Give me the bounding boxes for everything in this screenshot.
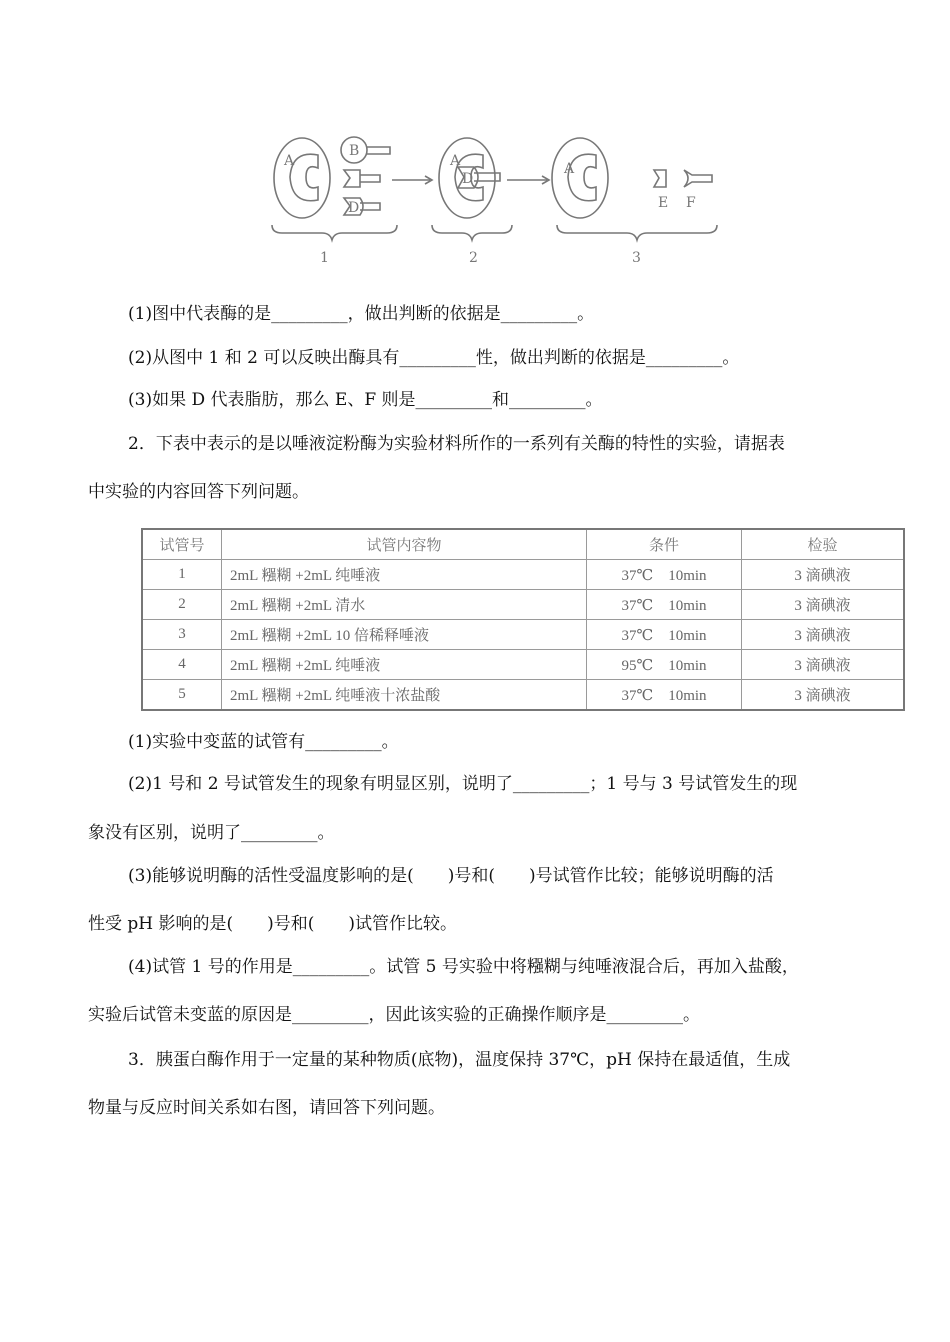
- cell-condition: 95℃ 10min: [587, 650, 742, 680]
- brace-3: [557, 225, 717, 240]
- table-row: [142, 560, 904, 590]
- cell-test: 3 滴碘液: [742, 650, 905, 680]
- cell-tube: 3: [142, 620, 222, 650]
- cell-test: 3 滴碘液: [742, 620, 905, 650]
- enzyme-diagram: [262, 125, 732, 275]
- cell-tube: 1: [142, 560, 222, 590]
- q2-intro-line2: 中实验的内容回答下列问题。: [88, 482, 309, 502]
- label-d-1: D: [348, 200, 360, 216]
- cell-tube: 5: [142, 680, 222, 711]
- label-d-2: D: [462, 171, 474, 187]
- product-f-shape: [684, 170, 712, 187]
- q3-line2: 物量与反应时间关系如右图，请回答下列问题。: [88, 1098, 445, 1118]
- enzyme-a-shape-3: [552, 138, 608, 218]
- header-conditions: 条件: [587, 529, 742, 560]
- cell-contents: 2mL 糨糊 +2mL 清水: [222, 590, 587, 620]
- cell-condition: 37℃ 10min: [587, 680, 742, 711]
- q1-part3: (3)如果 D 代表脂肪，那么 E、F 则是_________和_________。: [128, 390, 603, 410]
- q2-sub3-line2: 性受 pH 影响的是( )号和( )试管作比较。: [88, 914, 458, 934]
- label-e: E: [658, 195, 669, 211]
- cell-contents: 2mL 糨糊 +2mL 纯唾液: [222, 650, 587, 680]
- q2-intro-line1: 2．下表中表示的是以唾液淀粉酶为实验材料所作的一系列有关酶的特性的实验，请据表: [128, 434, 785, 454]
- label-b: B: [349, 143, 360, 159]
- experiment-table: [141, 528, 905, 711]
- cell-contents: 2mL 糨糊 +2mL 10 倍稀释唾液: [222, 620, 587, 650]
- header-test: 检验: [742, 529, 905, 560]
- table-row: [142, 650, 904, 680]
- cell-test: 3 滴碘液: [742, 560, 905, 590]
- q2-sub3-line1: (3)能够说明酶的活性受温度影响的是( )号和( )号试管作比较；能够说明酶的活: [128, 866, 774, 886]
- enzyme-a-active-site-1: [290, 154, 318, 201]
- table-header-row: [142, 529, 904, 560]
- header-tube-number: 试管号: [142, 529, 222, 560]
- group-label-1: 1: [320, 250, 329, 266]
- cell-condition: 37℃ 10min: [587, 590, 742, 620]
- cell-condition: 37℃ 10min: [587, 560, 742, 590]
- group-label-3: 3: [632, 250, 641, 266]
- q1-part2: (2)从图中 1 和 2 可以反映出酶具有_________性，做出判断的依据是_________。: [128, 348, 740, 368]
- q2-sub4-line2: 实验后试管未变蓝的原因是_________，因此该实验的正确操作顺序是_________。: [88, 1005, 700, 1025]
- group-label-2: 2: [469, 250, 478, 266]
- cell-contents: 2mL 糨糊 +2mL 纯唾液: [222, 560, 587, 590]
- cell-test: 3 滴碘液: [742, 680, 905, 711]
- label-a-1: A: [284, 153, 295, 169]
- product-wedge-shape: [344, 170, 360, 187]
- label-a-2: A: [450, 153, 461, 169]
- product-e-shape: [654, 170, 666, 187]
- header-tube-contents: 试管内容物: [222, 529, 587, 560]
- cell-contents: 2mL 糨糊 +2mL 纯唾液十浓盐酸: [222, 680, 587, 711]
- q2-sub2-line1: (2)1 号和 2 号试管发生的现象有明显区别，说明了_________；1 号与 3 号试管发生的现: [128, 774, 798, 794]
- cell-tube: 2: [142, 590, 222, 620]
- q3-line1: 3．胰蛋白酶作用于一定量的某种物质(底物)，温度保持 37℃，pH 保持在最适值，生成: [128, 1050, 791, 1070]
- table-row: [142, 590, 904, 620]
- cell-condition: 37℃ 10min: [587, 620, 742, 650]
- enzyme-diagram-svg: [262, 125, 732, 275]
- product-wedge-tail: [360, 175, 380, 182]
- enzyme-a-shape-1: [274, 138, 330, 218]
- q2-sub4-line1: (4)试管 1 号的作用是_________。试管 5 号实验中将糨糊与纯唾液混合后，再加入盐酸，: [128, 957, 799, 977]
- q2-sub1: (1)实验中变蓝的试管有_________。: [128, 732, 399, 752]
- table-row: [142, 620, 904, 650]
- table-row: [142, 680, 904, 711]
- cell-tube: 4: [142, 650, 222, 680]
- label-f: F: [686, 195, 696, 211]
- label-a-3: A: [564, 161, 575, 177]
- cell-test: 3 滴碘液: [742, 590, 905, 620]
- q1-part1: (1)图中代表酶的是_________，做出判断的依据是_________。: [128, 304, 595, 324]
- substrate-b-tail: [367, 147, 390, 154]
- brace-2: [432, 225, 512, 240]
- q2-sub2-line2: 象没有区别，说明了_________。: [88, 823, 335, 843]
- brace-1: [272, 225, 397, 240]
